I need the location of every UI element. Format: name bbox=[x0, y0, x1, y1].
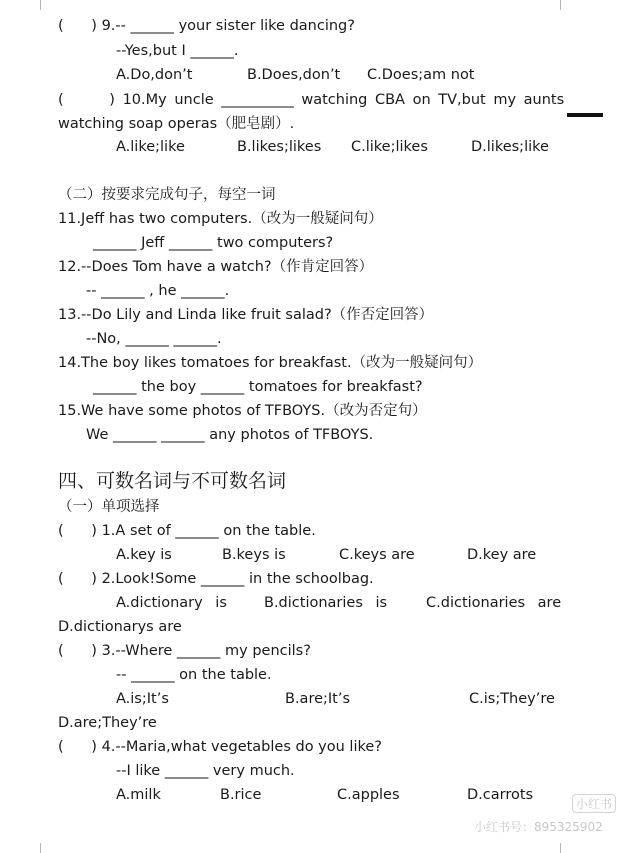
q9-option-c: C.Does;am not bbox=[367, 67, 475, 83]
q11-answer-line: ______ Jeff ______ two computers? bbox=[93, 235, 334, 251]
q13-answer-line: --No, ______ ______. bbox=[86, 331, 222, 347]
q10-option-a: A.like;like bbox=[116, 139, 185, 155]
p4-q4-option-a: A.milk bbox=[116, 787, 161, 803]
p4-q3-option-a: A.is;It’s bbox=[116, 691, 169, 707]
crop-mark-top-right bbox=[560, 0, 561, 10]
p4-q3-option-c: C.is;They’re bbox=[469, 691, 555, 707]
p4-q1-option-c: C.keys are bbox=[339, 547, 415, 563]
p4-q1-stem: ( ) 1.A set of ______ on the table. bbox=[58, 523, 316, 539]
watermark-id: 小红书号：895325902 bbox=[474, 820, 603, 834]
q15-answer-line: We ______ ______ any photos of TFBOYS. bbox=[86, 427, 374, 443]
p4-q3-reply: -- ______ on the table. bbox=[116, 667, 272, 683]
p4-q4-option-b: B.rice bbox=[220, 787, 262, 803]
q9-reply: --Yes,but I ______. bbox=[116, 43, 239, 59]
q10-option-b: B.likes;likes bbox=[237, 139, 322, 155]
q14-answer-line: ______ the boy ______ tomatoes for breakfast? bbox=[93, 379, 423, 395]
q10-option-c: C.like;likes bbox=[351, 139, 428, 155]
q11-prompt: 11.Jeff has two computers.（改为一般疑问句） bbox=[58, 211, 383, 227]
p4-q2-option-a: A.dictionary is bbox=[116, 595, 227, 611]
part4-subheading: （一）单项选择 bbox=[58, 499, 160, 515]
crop-mark-bottom-left bbox=[40, 843, 41, 853]
p4-q4-option-d: D.carrots bbox=[467, 787, 534, 803]
p4-q1-option-b: B.keys is bbox=[222, 547, 286, 563]
q12-answer-line: -- ______ , he ______. bbox=[86, 283, 230, 299]
crop-mark-top-left bbox=[40, 0, 41, 10]
p4-q4-reply: --I like ______ very much. bbox=[116, 763, 295, 779]
q9-stem: ( ) 9.-- ______ your sister like dancing? bbox=[58, 18, 355, 34]
q12-prompt: 12.--Does Tom have a watch?（作肯定回答） bbox=[58, 259, 374, 275]
p4-q2-option-d: D.dictionarys are bbox=[58, 619, 182, 635]
p4-q1-option-a: A.key is bbox=[116, 547, 172, 563]
p4-q1-option-d: D.key are bbox=[467, 547, 537, 563]
section-2-title: （二）按要求完成句子，每空一词 bbox=[58, 187, 276, 203]
crop-mark-bottom-right bbox=[560, 843, 561, 853]
p4-q2-option-b: B.dictionaries is bbox=[264, 595, 388, 611]
p4-q3-stem: ( ) 3.--Where ______ my pencils? bbox=[58, 643, 311, 659]
p4-q2-stem: ( ) 2.Look!Some ______ in the schoolbag. bbox=[58, 571, 374, 587]
q10-line1: ( ) 10.My uncle __________ watching CBA on TV,but my aunts bbox=[58, 92, 565, 108]
q9-option-b: B.Does,don’t bbox=[247, 67, 341, 83]
q15-prompt: 15.We have some photos of TFBOYS.（改为否定句） bbox=[58, 403, 427, 419]
margin-rule-mark bbox=[567, 113, 603, 117]
p4-q4-stem: ( ) 4.--Maria,what vegetables do you like? bbox=[58, 739, 382, 755]
p4-q3-option-b: B.are;It’s bbox=[285, 691, 351, 707]
q9-option-a: A.Do,don’t bbox=[116, 67, 193, 83]
p4-q3-option-d: D.are;They’re bbox=[58, 715, 157, 731]
p4-q4-option-c: C.apples bbox=[337, 787, 400, 803]
part4-heading: 四、可数名词与不可数名词 bbox=[58, 470, 287, 492]
watermark-logo: 小红书 bbox=[572, 794, 616, 813]
q10-option-d: D.likes;like bbox=[471, 139, 549, 155]
q10-line2: watching soap operas（肥皂剧）. bbox=[58, 116, 295, 132]
p4-q2-option-c: C.dictionaries are bbox=[426, 595, 562, 611]
q13-prompt: 13.--Do Lily and Linda like fruit salad?（作否定回答） bbox=[58, 307, 434, 323]
q14-prompt: 14.The boy likes tomatoes for breakfast.（改为一般疑问句） bbox=[58, 355, 483, 371]
